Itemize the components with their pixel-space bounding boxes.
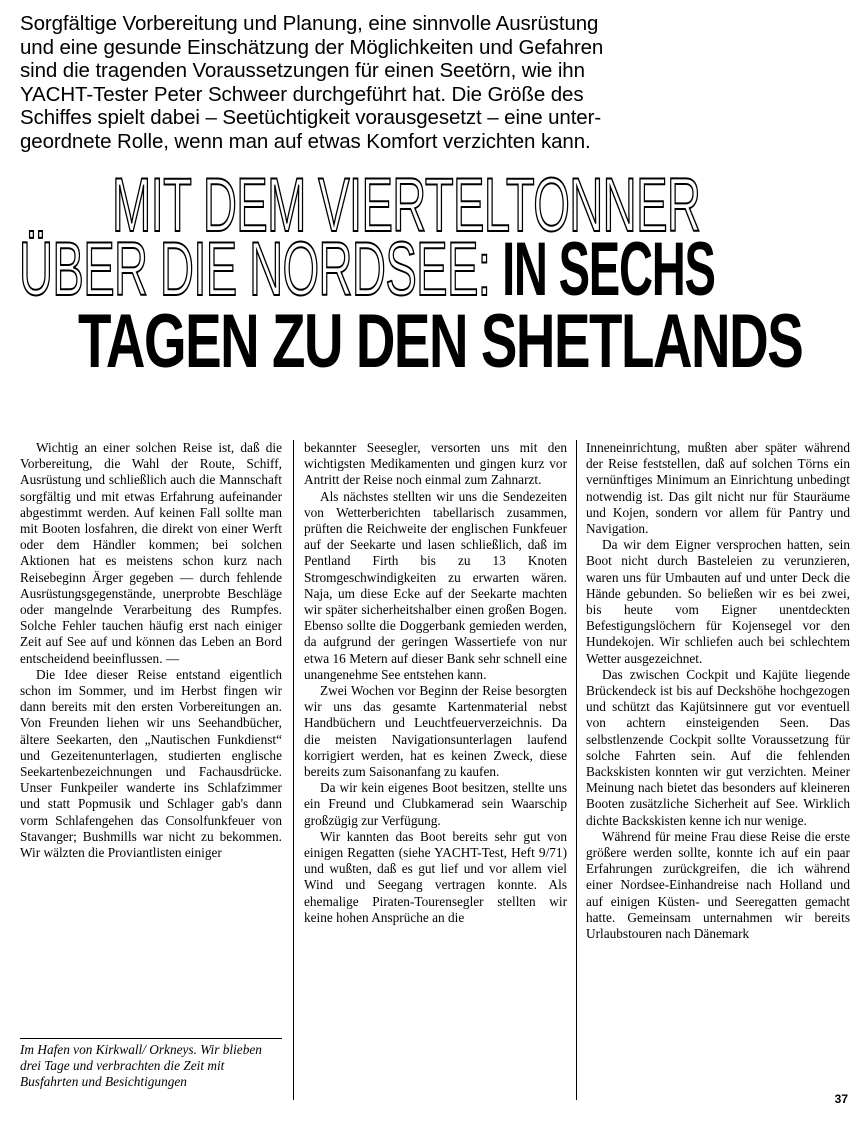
paragraph: Als nächstes stellten wir uns die Sendezeiten von Wetterberichten tabellarisch zusammen, prüften die Reichweite der englischen Funkfeuer auf der Seekarte und lasen schließlich, daß im Pentland Firth bis zu 13 Knoten Stromgeschwindigkeiten zu erwarten wären. Naja, um diese Ecke auf der Seekarte machten wir später sicherheitshalber einen großen Bogen. Ebenso sollte die Doggerbank gemieden werden, da aufgrund der geringen Wassertiefe von nur etwa 16 Metern auf dieser Bank sehr schnell eine unangenehme See entstehen kann. — [304, 488, 567, 682]
page-number: 37 — [834, 1092, 848, 1106]
column-2 — [304, 440, 567, 926]
headline-outline-text: MIT DEM VIERTELTONNER — [112, 163, 701, 248]
intro-line: geordnete Rolle, wenn man auf etwas Komfort verzichten kann. — [20, 129, 591, 153]
photo-caption: Im Hafen von Kirkwall/ Orkneys. Wir blieben drei Tage und verbrachten die Zeit mit Busfahrten und Besichtigungen — [20, 1038, 282, 1090]
paragraph: Da wir kein eigenes Boot besitzen, stellte uns ein Freund und Clubkamerad sein Waarschip großzügig zur Verfügung. — [304, 780, 567, 828]
headline-solid-text: IN SECHS — [490, 227, 715, 312]
column-3 — [586, 440, 850, 942]
paragraph: Da wir dem Eigner versprochen hatten, sein Boot nicht durch Basteleien zu verunzieren, waren uns für Umbauten auf und unter Deck die Hände gebunden. So beließen wir es bei zwei, bis heute vom Eigner unentdeckten Befestigungslöchern für Kojensegel vor den Hundekojen. Wir schliefen auch bei schlechtem Wetter ausgezeichnet. — [586, 537, 850, 666]
intro-line: sind die tragenden Voraussetzungen für einen Seetörn, wie ihn — [20, 59, 585, 83]
paragraph: Wichtig an einer solchen Reise ist, daß die Vorbereitung, die Wahl der Route, Schiff, Ausrüstung und schließlich auch die Mannschaft sorgfältig und mit etwas Erfahrung aufeinander abgestimmt werden. Auf keinen Fall sollte man mit Booten losfahren, die direkt von einer Werft oder dem Händler kommen; bei solchen Aktionen hat es meistens schon kurz nach Reisebeginn Ärger gegeben — durch fehlende Ausrüstungsgegenstände, unerprobte Beschläge oder mangelnde Verarbeitung des Rumpfes. Solche Fehler tauchen häufig erst nach einiger Zeit auf See auf und können das Leben an Bord entscheidend beeinflussen. — — [20, 440, 282, 666]
column-1 — [20, 440, 282, 861]
article-body — [20, 440, 850, 1100]
column-divider — [293, 440, 294, 1100]
paragraph: bekannter Seesegler, versorten uns mit den wichtigsten Medikamenten und gingen kurz vor Antritt der Reise noch einmal zum Zahnarzt. — [304, 440, 567, 488]
intro-line: Sorgfältige Vorbereitung und Planung, eine sinnvolle Ausrüstung — [20, 12, 599, 35]
intro-line: und eine gesunde Einschätzung der Möglichkeiten und Gefahren — [20, 35, 604, 59]
paragraph: Inneneinrichtung, mußten aber später während der Reise feststellen, daß auf solchen Törns ein vernünftiges Minimum an Einrichtung unbedingt notwendig ist. Das gilt nicht nur für Stauräume und Kojen, sondern vor allem für Pantry und Navigation. — [586, 440, 850, 537]
column-divider — [576, 440, 577, 1100]
headline-outline-text: ÜBER DIE NORDSEE: — [19, 227, 491, 312]
paragraph: Zwei Wochen vor Beginn der Reise besorgten wir uns das gesamte Kartenmaterial nebst Handbüchern und Leuchtfeuerverzeichnis. Da die meisten Navigationsunterlagen laufend korrigiert werden, hat es keinen Zweck, diese bereits zum Saisonanfang zu kaufen. — [304, 683, 567, 780]
intro-line: Schiffes spielt dabei – Seetüchtigkeit vorausgesetzt – eine unter- — [20, 106, 602, 130]
paragraph: Das zwischen Cockpit und Kajüte liegende Brückendeck ist bis auf Deckshöhe hochgezogen und schützt das Kajütsinnere gut vor eventuell von achtern einsteigenden Seen. Das selbstlenzende Cockpit sollte Voraussetzung für solche Fahrten sein. Auf die fehlenden Backskisten konnten wir gut verzichten. Meiner Meinung nach bietet das besonders auf kleineren Booten zusätzliche Sicherheit auf See. Wirklich dichte Backskisten kenne ich nur wenige. — [586, 666, 850, 828]
paragraph: Während für meine Frau diese Reise die erste größere werden sollte, konnte ich auf ein paar Erfahrungen zurückgreifen, die ich während einer Nordsee-Einhandreise nach Holland und auf einigen Küsten- und Seeregatten gemacht hatte. Gemeinsam unternahmen wir bereits Urlaubstouren nach Dänemark — [586, 828, 850, 942]
paragraph: Wir kannten das Boot bereits sehr gut von einigen Regatten (siehe YACHT-Test, Heft 9/71) und wußten, daß es gut lief und vor allem viel Wind und Seegang vertragen konnte. Als ehemalige Piraten-Tourensegler stellten wir keine hohen Ansprüche an die — [304, 828, 567, 925]
intro-line: YACHT-Tester Peter Schweer durchgeführt hat. Die Größe des — [20, 82, 584, 106]
headline-line-2 — [19, 227, 715, 312]
paragraph: Die Idee dieser Reise entstand eigentlich schon im Sommer, und im Herbst fingen wir dann bereits mit den ersten Vorbereitungen an. Von Freunden liehen wir uns Seehandbücher, ältere Seekarten, den „Nautischen Funkdienst“ und Gezeitenunterlagen, studierten englische Seekartenbezeichnungen und Fachausdrücke. Unser Funkpeiler wanderte ins Schlafzimmer und statt Popmusik und Schlager gab's dann vorm Schlafengehen das Consolfunkfeuer von Stavanger; Bushmills war nicht zu bekommen. Wir wälzten die Proviantlisten einiger — [20, 666, 282, 861]
headline-line-3 — [78, 299, 803, 384]
headline-solid-text: TAGEN ZU DEN SHETLANDS — [78, 299, 803, 384]
intro-paragraph — [20, 12, 850, 154]
